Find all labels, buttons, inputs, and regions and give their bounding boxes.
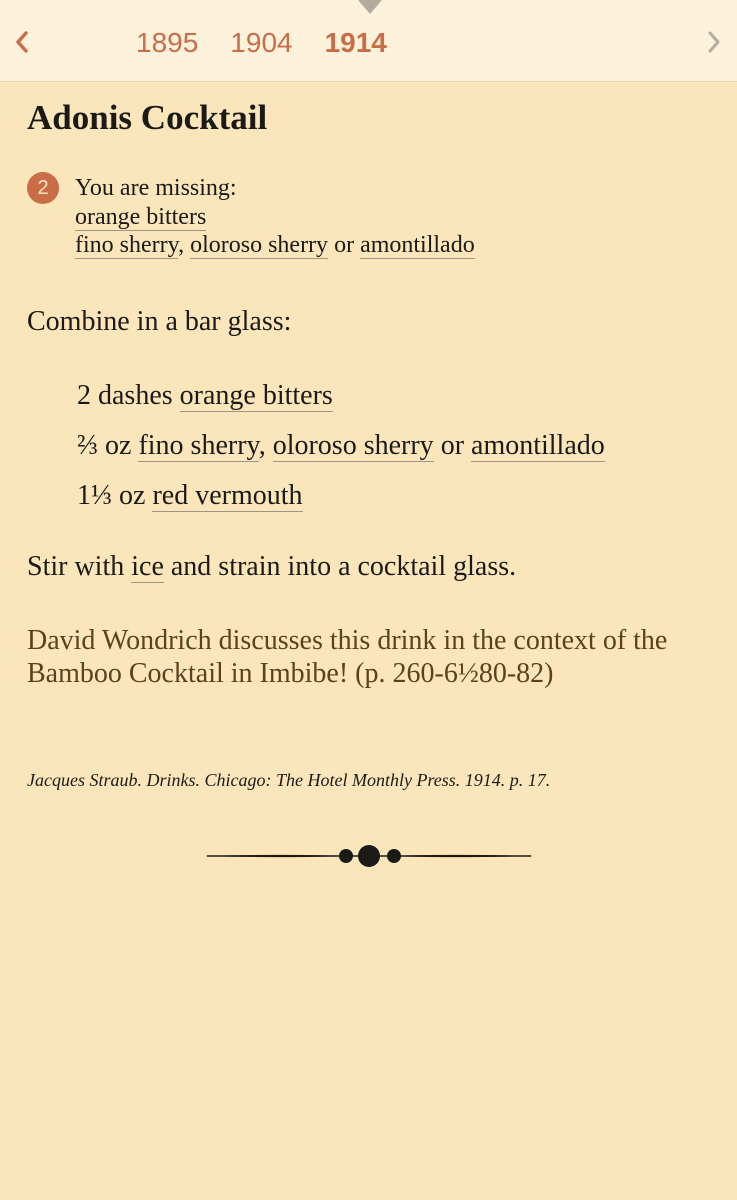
separator-text: ,: [258, 430, 273, 461]
ingredient-row: [77, 378, 605, 428]
ingredient-amount: ⅔ oz: [77, 430, 139, 461]
separator-text: or: [433, 430, 472, 461]
tab-year-1904[interactable]: 1904: [230, 27, 293, 58]
ingredient-link-fino-sherry[interactable]: fino sherry: [138, 430, 259, 461]
next-button[interactable]: [700, 26, 728, 58]
tab-year-1914[interactable]: 1914: [324, 27, 387, 58]
recipe-note: David Wondrich discusses this drink in the context of the Bamboo Cocktail in Imbibe! (p. 260-6½80-82): [27, 625, 668, 689]
ingredient-link-red-vermouth[interactable]: red vermouth: [152, 480, 303, 511]
selection-pointer-icon: [358, 0, 382, 14]
tab-year-1895[interactable]: 1895: [136, 27, 199, 58]
ingredient-amount: 2 dashes: [77, 380, 180, 411]
missing-label: You are missing:: [75, 175, 237, 201]
ornament-divider-icon: [203, 840, 535, 874]
ingredient-row: [77, 428, 605, 478]
missing-item-2: [75, 231, 475, 260]
method-text-after: and strain into a cocktail glass.: [163, 551, 517, 582]
missing-link-amontillado[interactable]: amontillado: [360, 232, 475, 258]
previous-button[interactable]: [8, 26, 36, 58]
separator-text: ,: [178, 232, 191, 258]
missing-link-orange-bitters[interactable]: orange bitters: [75, 203, 207, 230]
missing-ingredients-text: [75, 174, 475, 260]
ingredient-link-amontillado[interactable]: amontillado: [471, 430, 605, 461]
missing-count-badge: 2: [27, 172, 59, 204]
ingredient-link-ice[interactable]: ice: [131, 551, 164, 582]
separator-text: or: [328, 232, 361, 258]
missing-item-1: [75, 203, 475, 232]
instructions-text: Combine in a bar glass:: [27, 306, 292, 337]
missing-link-fino-sherry[interactable]: fino sherry: [75, 232, 179, 258]
missing-link-oloroso-sherry[interactable]: oloroso sherry: [190, 232, 329, 258]
method-text: [27, 549, 516, 585]
method-text-before: Stir with: [27, 551, 132, 582]
chevron-right-icon: [706, 30, 722, 54]
ingredient-list: [77, 378, 605, 528]
chevron-left-icon: [14, 30, 30, 54]
year-tabs: [136, 24, 387, 62]
ingredient-amount: 1⅓ oz: [77, 480, 153, 511]
year-navigation-bar: [0, 0, 737, 82]
ingredient-link-oloroso-sherry[interactable]: oloroso sherry: [272, 430, 434, 461]
ingredient-link-orange-bitters[interactable]: orange bitters: [179, 380, 333, 411]
ingredient-row: [77, 478, 605, 528]
source-citation: Jacques Straub. Drinks. Chicago: The Hotel Monthly Press. 1914. p. 17.: [27, 770, 551, 790]
recipe-title: Adonis Cocktail: [27, 98, 268, 137]
